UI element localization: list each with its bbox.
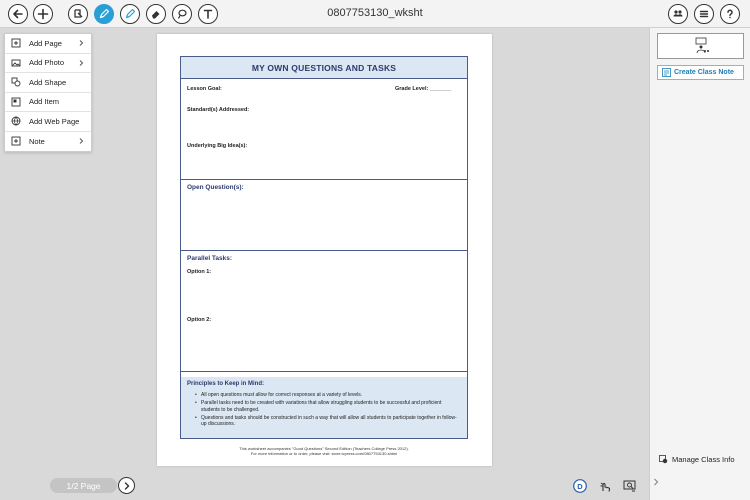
principles-list: [195, 392, 461, 429]
zoom-screen-icon: [623, 479, 637, 493]
hand-pointer-icon: [598, 479, 612, 493]
manage-class-info-button[interactable]: [659, 452, 747, 466]
shape-icon: [11, 77, 21, 87]
eraser-icon: [150, 8, 162, 20]
plus-icon: [37, 8, 49, 20]
create-class-note-label: Create Class Note: [674, 69, 734, 76]
principle-item: • All open questions must allow for correct responses at a variety of levels.: [195, 392, 461, 398]
grade-level-label: Grade Level: _______: [395, 86, 452, 92]
menu-item-add-web-page[interactable]: [5, 112, 91, 132]
menu-item-label: Add Item: [29, 97, 60, 107]
people-icon: [672, 8, 684, 20]
class-note-icon: [662, 68, 671, 77]
top-toolbar: [0, 0, 750, 28]
highlighter-icon: [124, 8, 136, 20]
next-page-button[interactable]: [118, 477, 135, 494]
menu-item-note[interactable]: [5, 132, 91, 152]
menu-item-add-page[interactable]: [5, 34, 91, 54]
class-panel: [649, 28, 750, 500]
highlighter-tool-button[interactable]: [120, 4, 140, 24]
document-title: 0807753130_wksht: [327, 7, 423, 19]
lesson-goal-label: Lesson Goal:: [187, 86, 222, 92]
option-1-label: Option 1:: [187, 269, 212, 275]
d-badge-label: D: [577, 481, 583, 491]
panel-collapse-button[interactable]: [651, 475, 660, 489]
note-icon: [11, 136, 21, 146]
menu-item-label: Add Photo: [29, 58, 65, 68]
hamburger-icon: [698, 8, 710, 20]
question-icon: [724, 8, 736, 20]
back-button[interactable]: [8, 4, 28, 24]
standards-label: Standard(s) Addressed:: [187, 107, 250, 113]
chevron-right-icon: [653, 477, 659, 487]
parallel-tasks-label: Parallel Tasks:: [187, 255, 233, 262]
menu-item-label: Note: [29, 136, 45, 146]
pen-tool-button[interactable]: [94, 4, 114, 24]
select-tool-button[interactable]: [68, 4, 88, 24]
zoom-screen-button[interactable]: [622, 478, 638, 494]
footer-line: For more information or to order, please visit: store.tcpress.com/0807753130.shtml: [250, 451, 398, 456]
globe-icon: [11, 116, 21, 126]
menu-item-add-photo[interactable]: [5, 54, 91, 74]
worksheet-footer: [180, 446, 468, 456]
menu-item-label: Add Web Page: [29, 116, 80, 126]
manage-class-info-label: Manage Class Info: [672, 454, 735, 464]
item-icon: [11, 97, 21, 107]
menu-item-add-item[interactable]: [5, 93, 91, 113]
document-page[interactable]: [157, 34, 492, 466]
big-ideas-label: Underlying Big Idea(s):: [187, 143, 248, 149]
principles-title: Principles to Keep in Mind:: [187, 381, 265, 387]
chevron-right-icon: [77, 39, 85, 47]
chevron-right-icon: [77, 137, 85, 145]
add-button[interactable]: [33, 4, 53, 24]
text-tool-button[interactable]: [198, 4, 218, 24]
menu-item-label: Add Shape: [29, 77, 67, 87]
lasso-icon: [176, 8, 188, 20]
presenter-icon: [690, 37, 712, 55]
menu-item-label: Add Page: [29, 38, 62, 48]
class-thumbnail[interactable]: [657, 33, 744, 59]
lasso-select-icon: [72, 8, 84, 20]
footer-line: This worksheet accompanies "Good Questions" Second Edition (Teachers College Press 2012).: [239, 446, 409, 451]
plus-square-icon: [11, 38, 21, 48]
lasso-tool-button[interactable]: [172, 4, 192, 24]
open-questions-section: [181, 180, 467, 251]
touch-mode-button[interactable]: [597, 478, 613, 494]
class-info-icon: [659, 455, 668, 464]
pen-icon: [98, 8, 110, 20]
menu-button[interactable]: [694, 4, 714, 24]
arrow-left-icon: [12, 8, 24, 20]
principle-item: • Questions and tasks should be constructed in such a way that will allow all students to participate together in follow-up discussions.: [195, 415, 461, 428]
lesson-section: [181, 79, 467, 180]
d-badge-button[interactable]: [572, 478, 588, 494]
chevron-right-icon: [123, 482, 131, 490]
eraser-tool-button[interactable]: [146, 4, 166, 24]
page-indicator: 1/2 Page: [50, 478, 117, 493]
share-button[interactable]: [668, 4, 688, 24]
worksheet-title: MY OWN QUESTIONS AND TASKS: [181, 57, 467, 79]
chevron-right-icon: [77, 59, 85, 67]
open-questions-label: Open Question(s):: [187, 184, 244, 191]
add-menu: [4, 33, 92, 152]
help-button[interactable]: [720, 4, 740, 24]
principle-item: • Parallel tasks need to be created with variations that allow struggling students to be successful and proficient students to be challenged.: [195, 400, 461, 413]
principles-section: [181, 377, 467, 438]
photo-icon: [11, 58, 21, 68]
menu-item-add-shape[interactable]: [5, 73, 91, 93]
text-icon: [202, 8, 214, 20]
create-class-note-button[interactable]: [657, 65, 744, 80]
parallel-tasks-section: [181, 251, 467, 372]
option-2-label: Option 2:: [187, 317, 212, 323]
worksheet: [180, 56, 468, 439]
